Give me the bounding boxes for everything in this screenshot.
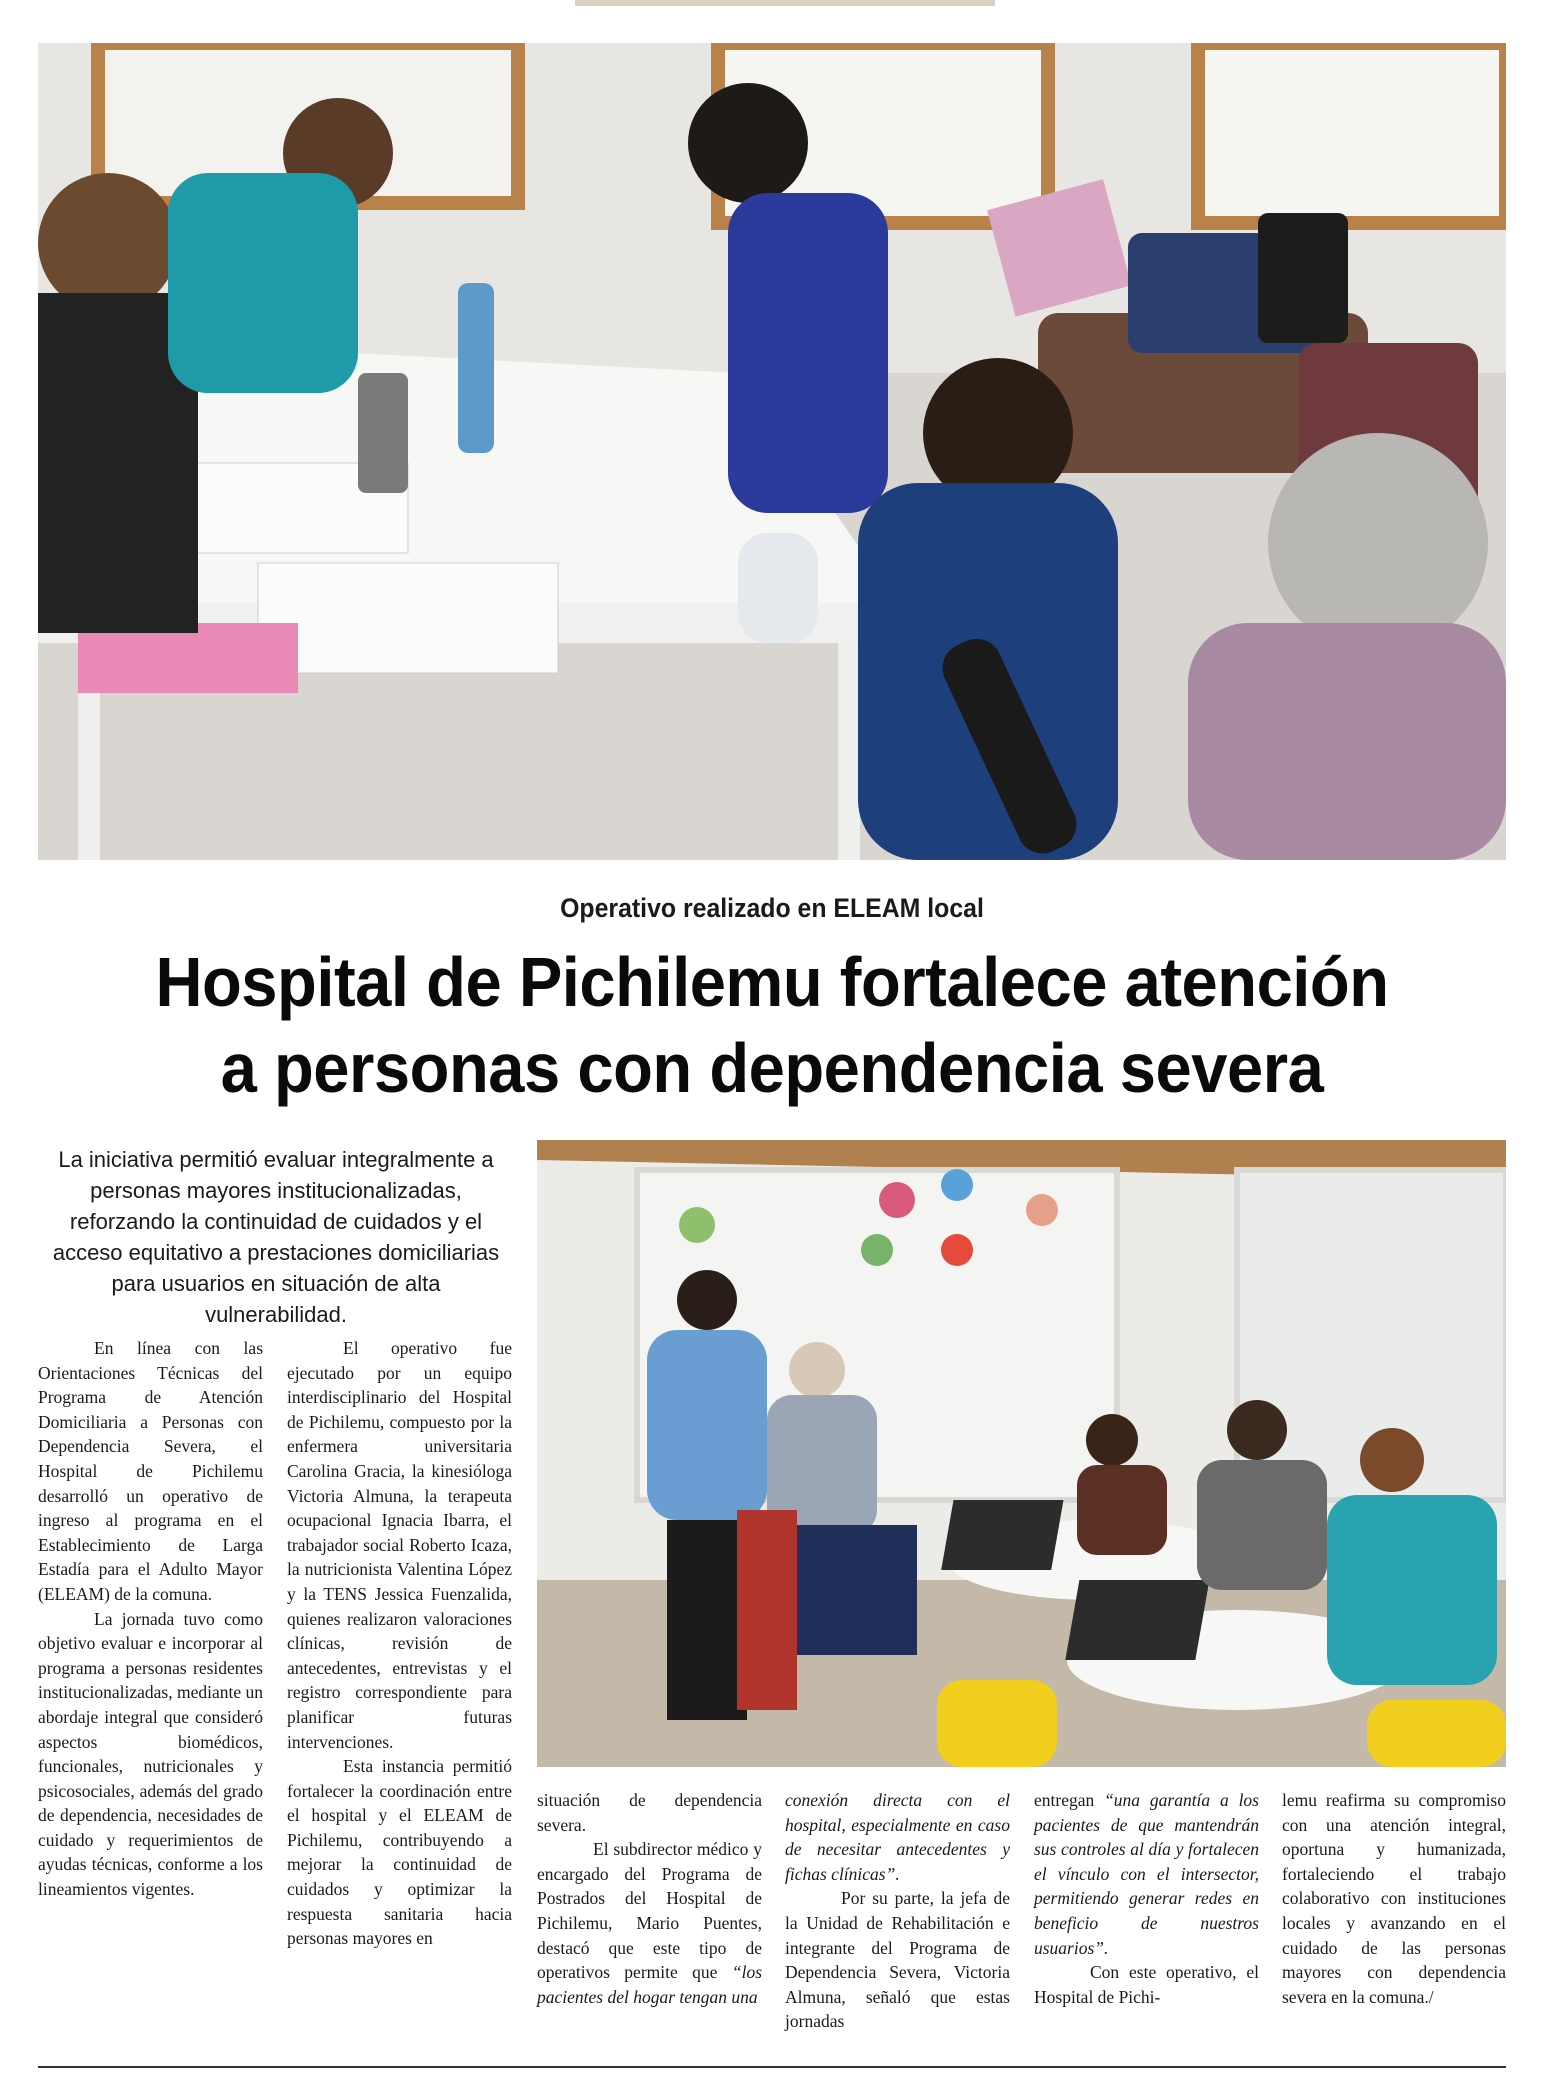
body-column-1	[38, 1336, 263, 1902]
body-paragraph-5-continued	[785, 1788, 1010, 1886]
body-paragraph-1: En línea con las Orientaciones Técnicas del Programa de Atención Domiciliaria a Personas con Dependencia Severa, el Hospital de Pichilemu desarrolló un operativo de ingreso al programa en el Establecimiento de Larga Estadía para el Adulto Mayor (ELEAM) de la comuna.	[38, 1338, 263, 1604]
headline-line-2: a personas con dependencia severa	[220, 1029, 1324, 1107]
body-paragraph-7: Con este operativo, el Hospital de Pichi-	[1034, 1962, 1259, 2007]
body-paragraph-4: Esta instancia permitió fortalecer la coordinación entre el hospital y el ELEAM de Pichilemu, contribuyendo a mejorar la continuidad de cuidados y optimizar la respuesta sanitaria hacia personas mayores en	[287, 1756, 512, 1949]
body-paragraph-5-text: El subdirector médico y encargado del Programa de Postrados del Hospital de Pichilemu, Mario Puentes, destacó que este tipo de operativos permite que	[537, 1839, 762, 1983]
body-paragraph-2: La jornada tuvo como objetivo evaluar e incorporar al programa a personas residentes institucionalizadas, mediante un abordaje integral que consideró aspectos biomédicos, funcionales, nutricionales y psicosociales, además del grado de dependencia, necesidades de cuidado y requerimientos de ayudas técnicas, conforme a los lineamientos vigentes.	[38, 1608, 264, 1900]
body-paragraph-6-continued	[1034, 1788, 1259, 1960]
body-paragraph-6: Por su parte, la jefa de la Unidad de Rehabilitación e integrante del Programa de Dependencia Severa, Victoria Almuna, señaló que estas jornadas	[785, 1888, 1010, 2032]
photo-health-team-with-resident	[38, 43, 1506, 860]
body-paragraph-5	[537, 1837, 762, 2009]
body-column-2	[287, 1336, 512, 1951]
headline-line-1: Hospital de Pichilemu fortalece atención	[155, 943, 1389, 1021]
body-column-3	[537, 1788, 762, 2009]
bottom-rule	[38, 2066, 1506, 2068]
quote-puentes: “los pacientes del hogar tengan una	[537, 1962, 762, 2007]
body-paragraph-4-continued: situación de dependencia severa.	[537, 1790, 762, 1835]
body-paragraph-3: El operativo fue ejecutado por un equipo interdisciplinario del Hospital de Pichilemu, compuesto por la enfermera universitaria Carolina Gracia, la kinesióloga Victoria Almuna, la terapeuta ocupacional Ignacia Ibarra, el trabajador social Roberto Icaza, la nutricionista Valentina López y la TENS Jessica Fuenzalida, quienes realizaron valoraciones clínicas, revisión de antecedentes, entrevistas y el registro correspondiente para planificar futuras intervenciones.	[287, 1338, 512, 1752]
body-column-5	[1034, 1788, 1259, 2009]
article-lead: La iniciativa permitió evaluar integralmente a personas mayores institucionalizadas, reforzando la continuidad de cuidados y el acceso equitativo a prestaciones domiciliarias para usuarios en situación de alta vulnerabilidad.	[52, 1147, 500, 1327]
article-kicker: Operativo realizado en ELEAM local	[560, 893, 984, 923]
body-column-4	[785, 1788, 1010, 2034]
quote-almuna: “una garantía a los pacientes de que mantendrán sus controles al día y fortalecen el vínculo con el intersector, permitiendo generar redes en beneficio de nuestros usuarios”.	[1034, 1790, 1259, 1958]
body-column-6	[1282, 1788, 1506, 2009]
quote-puentes-continued: conexión directa con el hospital, especialmente en caso de necesitar antecedentes y fichas clínicas”.	[785, 1790, 1010, 1884]
body-paragraph-7-continued: lemu reafirma su compromiso con una atención integral, oportuna y humanizada, fortaleciendo el trabajo colaborativo con instituciones locales y avanzando en el cuidado de las personas mayores con dependencia severa en la comuna./	[1282, 1790, 1506, 2007]
photo-team-at-eleam-tables	[537, 1140, 1506, 1767]
body-paragraph-6-text: entregan	[1034, 1790, 1105, 1810]
masthead-strip	[575, 0, 995, 6]
